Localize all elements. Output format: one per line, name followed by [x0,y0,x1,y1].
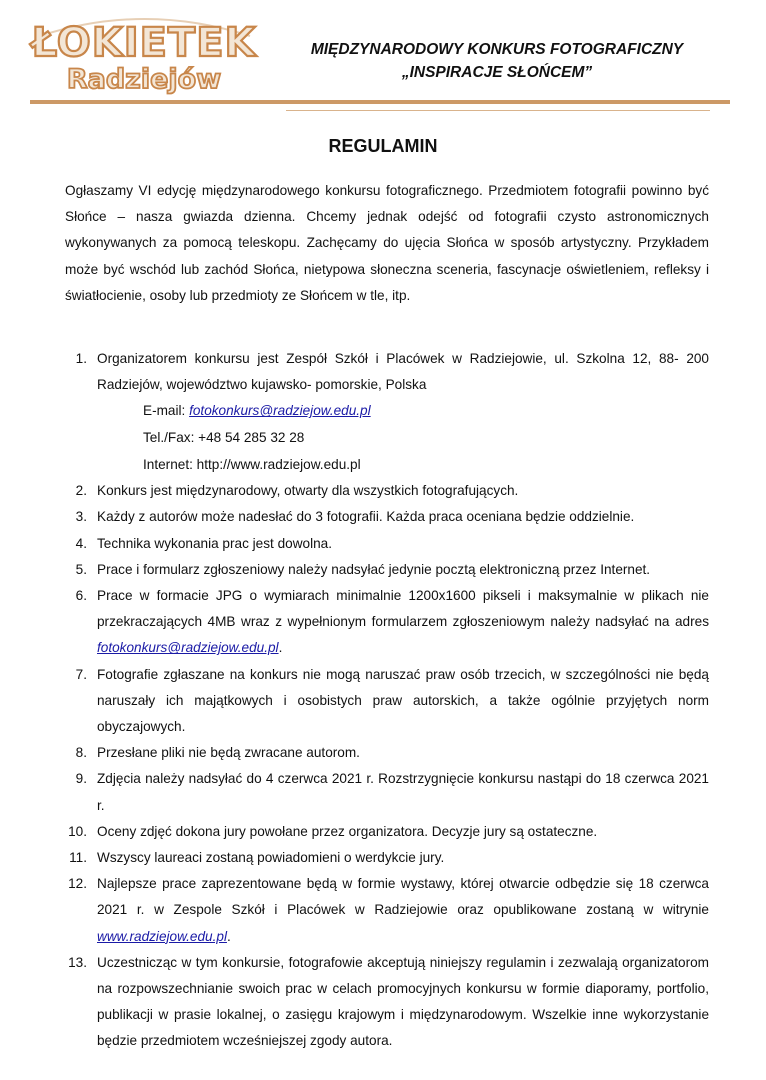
contact-email [143,398,709,425]
rule-text: Oceny zdjęć dokona jury powołane przez organizatora. Decyzje jury są ostateczne. [97,823,598,839]
rule-item [65,950,709,1055]
rule-text: Uczestnicząc w tym konkursie, fotografowie akceptują niniejszy regulamin i zezwalają organizatorom na rozpowszechnianie swoich prac w celach promocyjnych konkursu w formie diaporamy, portfolio, publikacji w prasie lokalnej, o zasięgu krajowym i międzynarodowym. Wszelkie inne wykorzystanie będzie przedmiotem wcześniejszej zgody autora. [97,954,709,1049]
rule-text-end: . [278,640,283,656]
logo-top-text: ŁOKIETEK [31,20,257,66]
header-subdivider [286,110,710,111]
email-link[interactable]: fotokonkurs@radziejow.edu.pl [189,403,371,419]
logo-bottom-text: Radziejów [66,64,222,95]
rule-number: 9. [75,771,87,787]
rule-number: 5. [75,561,87,577]
rule-number: 11. [69,850,87,866]
header-divider [30,100,730,104]
rule-item [65,845,709,871]
rule-text: Przesłane pliki nie będą zwracane autorom. [97,745,360,761]
rule-text: Konkurs jest międzynarodowy, otwarty dla wszystkich fotografujących. [97,483,519,499]
contest-title-line2: „INSPIRACJE SŁOŃCEM” [401,64,593,81]
rules-list [65,346,709,1055]
contact-phone: Tel./Fax: +48 54 285 32 28 [143,430,305,445]
rule-item [65,766,709,818]
document-title: REGULAMIN [328,136,438,156]
rule-number: 7. [75,666,87,682]
email-label: E-mail: [143,403,190,419]
rule-number: 1. [75,351,87,366]
rule-item [65,583,709,662]
rule-text: Zdjęcia należy nadsyłać do 4 czerwca 2021 r. Rozstrzygnięcie konkursu nastąpi do 18 czerwca 2021 r. [97,771,709,813]
rule-text: Organizatorem konkursu jest Zespół Szkół i Placówek w Radziejowie, ul. Szkolna 12, 88- 200 Radziejów, województwo kujawsko- pomorskie, Polska [97,351,709,393]
rule-item [65,346,709,478]
rule-text: Prace w formacie JPG o wymiarach minimalnie 1200x1600 pikseli i maksymalnie w plikach nie przekraczających 4MB wraz z wypełnionym formularzem zgłoszeniowym należy nadsyłać na adres [97,588,709,630]
rule-text: Technika wykonania prac jest dowolna. [97,535,333,551]
rule-item [65,478,709,504]
rule-item [65,531,709,557]
contest-title-line1: MIĘDZYNARODOWY KONKURS FOTOGRAFICZNY [310,41,684,58]
intro-paragraph: Ogłaszamy VI edycję międzynarodowego konkursu fotograficznego. Przedmiotem fotografii powinno być Słońce – nasza gwiazda dzienna. Chcemy jednak odejść od fotografii czysto astronomicznych wykonywanych za pomocą teleskopu. Zachęcamy do ujęcia Słońca w sposób artystyczny. Przykładem może być wschód lub zachód Słońca, nietypowa słoneczna sceneria, fascynacje oświetleniem, refleksy i światłocienie, osoby lub przedmioty ze Słońcem w tle, itp. [65,183,709,303]
rule-text: Prace i formularz zgłoszeniowy należy nadsyłać jedynie pocztą elektroniczną przez Internet. [97,561,651,577]
rule-number: 8. [75,745,87,761]
email-link[interactable]: fotokonkurs@radziejow.edu.pl [97,640,279,656]
rule-number: 10. [68,823,87,839]
contact-internet: Internet: http://www.radziejow.edu.pl [143,456,361,472]
rule-number: 6. [75,588,87,603]
rule-number: 3. [75,509,87,525]
rule-text: Najlepsze prace zaprezentowane będą w formie wystawy, której otwarcie odbędzie się 18 czerwca 2021 r. w Zespole Szkół i Placówek w Radziejowie oraz opublikowane zostaną w witrynie [97,876,709,918]
website-link[interactable]: www.radziejow.edu.pl [97,928,227,944]
rule-item [65,819,709,845]
rule-number: 13. [68,954,87,970]
rule-number: 12. [68,876,87,892]
rule-item [65,740,709,766]
rule-text: Fotografie zgłaszane na konkurs nie mogą naruszać praw osób trzecich, w szczególności nie będą naruszały ich majątkowych i osobistych praw autorskich, a także ogólnie przyjętych norm obyczajowych. [97,666,709,735]
rule-text-end: . [226,928,231,944]
rule-item [65,504,709,530]
logo [28,6,260,98]
contest-title [262,38,732,84]
rule-item [65,557,709,583]
rule-text: Wszyscy laureaci zostaną powiadomieni o werdykcie jury. [97,850,445,866]
rule-item [65,662,709,741]
rule-text: Każdy z autorów może nadesłać do 3 fotografii. Każda praca oceniana będzie oddzielnie. [97,509,635,525]
contact-block [97,398,709,478]
rule-number: 4. [75,535,87,551]
rule-item [65,871,709,950]
rule-number: 2. [75,483,87,499]
